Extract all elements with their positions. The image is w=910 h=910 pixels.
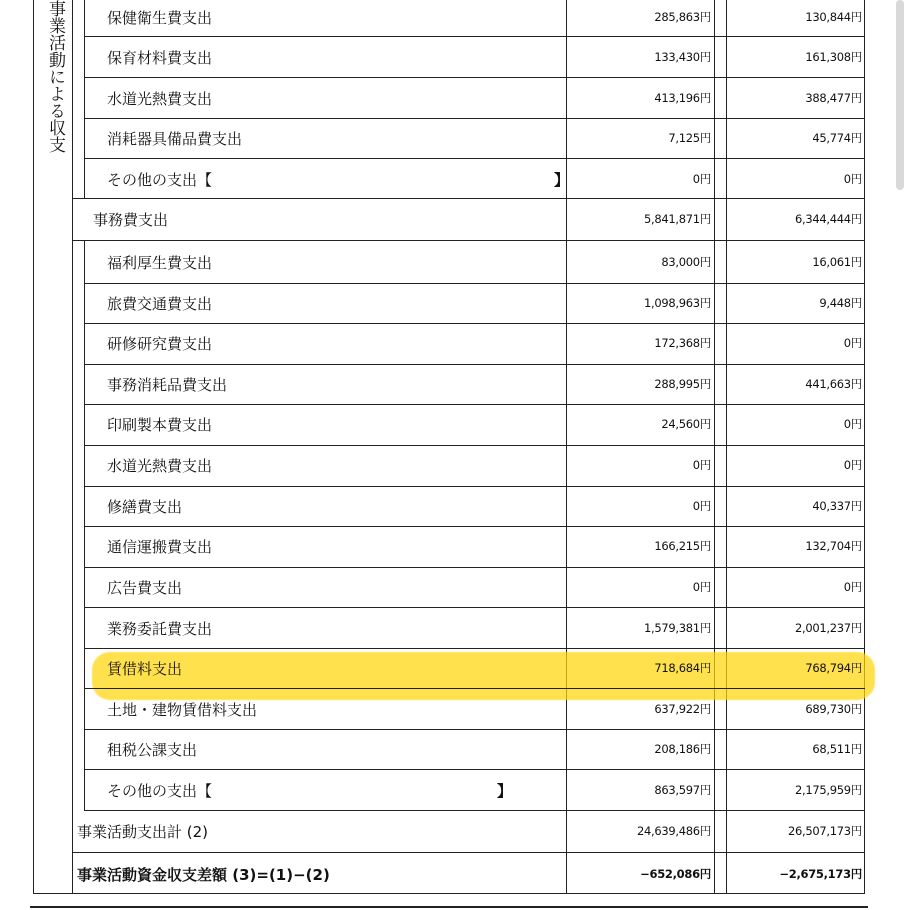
side-label-divider — [72, 0, 73, 893]
value-current: 863,597円 — [654, 783, 711, 797]
value-previous: 689,730円 — [805, 702, 862, 716]
value-previous: 0円 — [843, 580, 862, 594]
row-label: 広告費支出 — [107, 579, 183, 597]
row-divider — [72, 240, 865, 241]
indent-line-bottom — [84, 240, 85, 810]
row-divider — [84, 729, 865, 730]
row-label: その他の支出【 — [107, 171, 213, 189]
row-label: 事務費支出 — [93, 211, 169, 229]
value-previous: 26,507,173円 — [787, 824, 862, 838]
row-close-bracket: 】 — [497, 782, 513, 800]
table-bottom-border — [33, 893, 865, 894]
row-label: その他の支出【 — [107, 782, 213, 800]
row-divider — [72, 198, 865, 199]
column-divider-3 — [726, 0, 727, 893]
indent-line-top — [84, 0, 85, 198]
row-label: 事務消耗品費支出 — [107, 376, 228, 394]
value-previous: 9,448円 — [819, 296, 862, 310]
row-label: 印刷製本費支出 — [107, 416, 213, 434]
column-divider-2 — [714, 0, 715, 893]
row-label: 保育材料費支出 — [107, 49, 213, 67]
value-current: 637,922円 — [654, 702, 711, 716]
value-previous: 45,774円 — [812, 131, 862, 145]
value-current: 24,639,486円 — [636, 824, 711, 838]
value-current: 413,196円 — [654, 91, 711, 105]
row-divider — [84, 364, 865, 365]
row-label: 福利厚生費支出 — [107, 254, 213, 272]
value-current: 0円 — [692, 458, 711, 472]
scrollbar[interactable] — [896, 0, 904, 190]
value-previous: 130,844円 — [805, 10, 862, 24]
value-current: 172,368円 — [654, 336, 711, 350]
row-divider — [84, 648, 865, 649]
row-divider — [84, 810, 865, 811]
row-label: 租税公課支出 — [107, 741, 198, 759]
value-current: 718,684円 — [654, 661, 711, 675]
row-label: 保健衛生費支出 — [107, 9, 213, 27]
value-current: 288,995円 — [654, 377, 711, 391]
row-label: 業務委託費支出 — [107, 620, 213, 638]
row-label: 事業活動資金収支差額 (3)=(1)−(2) — [77, 866, 330, 884]
right-border — [864, 0, 865, 893]
column-divider-1 — [566, 0, 567, 893]
section-side-label: 事業活動による収支 — [45, 0, 65, 153]
row-divider — [84, 323, 865, 324]
value-previous: 2,001,237円 — [794, 621, 862, 635]
row-divider — [84, 283, 865, 284]
value-current: 133,430円 — [654, 50, 711, 64]
row-label: 通信運搬費支出 — [107, 538, 213, 556]
row-label: 事業活動支出計 (2) — [77, 823, 209, 841]
value-current: 166,215円 — [654, 539, 711, 553]
value-previous: 0円 — [843, 458, 862, 472]
value-current: 0円 — [692, 580, 711, 594]
row-label: 消耗器具備品費支出 — [107, 130, 243, 148]
row-divider — [84, 158, 865, 159]
row-label: 水道光熱費支出 — [107, 90, 213, 108]
row-divider — [84, 77, 865, 78]
value-current: 5,841,871円 — [643, 212, 711, 226]
row-divider — [84, 36, 865, 37]
value-current: 0円 — [692, 499, 711, 513]
value-current: 1,579,381円 — [643, 621, 711, 635]
value-previous: 40,337円 — [812, 499, 862, 513]
row-divider — [84, 118, 865, 119]
value-previous: 68,511円 — [812, 742, 862, 756]
value-current: 0円 — [692, 172, 711, 186]
value-current: 1,098,963円 — [643, 296, 711, 310]
value-previous: 16,061円 — [812, 255, 862, 269]
row-label: 賃借料支出 — [107, 660, 183, 678]
row-divider — [84, 769, 865, 770]
value-current: 7,125円 — [668, 131, 711, 145]
value-current: 83,000円 — [661, 255, 711, 269]
row-divider — [84, 567, 865, 568]
row-divider — [84, 688, 865, 689]
value-previous: 132,704円 — [805, 539, 862, 553]
value-current: 24,560円 — [661, 417, 711, 431]
row-divider — [84, 404, 865, 405]
value-previous: 0円 — [843, 172, 862, 186]
value-previous: 0円 — [843, 336, 862, 350]
value-current: −652,086円 — [640, 867, 711, 881]
row-close-bracket: 】 — [554, 171, 570, 189]
row-label: 修繕費支出 — [107, 498, 183, 516]
value-current: 208,186円 — [654, 742, 711, 756]
value-previous: 441,663円 — [805, 377, 862, 391]
value-previous: 768,794円 — [805, 661, 862, 675]
value-previous: 388,477円 — [805, 91, 862, 105]
row-label: 研修研究費支出 — [107, 335, 213, 353]
row-divider — [84, 486, 865, 487]
row-label: 旅費交通費支出 — [107, 295, 213, 313]
left-border — [33, 0, 34, 893]
row-label: 水道光熱費支出 — [107, 457, 213, 475]
row-divider — [84, 526, 865, 527]
page-bottom-border — [30, 906, 868, 908]
value-previous: 6,344,444円 — [794, 212, 862, 226]
row-divider — [72, 852, 865, 853]
row-divider — [84, 445, 865, 446]
value-previous: 0円 — [843, 417, 862, 431]
highlight-marker — [92, 652, 875, 700]
row-divider — [84, 607, 865, 608]
row-label: 土地・建物賃借料支出 — [107, 701, 258, 719]
value-current: 285,863円 — [654, 10, 711, 24]
value-previous: −2,675,173円 — [779, 867, 862, 881]
value-previous: 161,308円 — [805, 50, 862, 64]
value-previous: 2,175,959円 — [794, 783, 862, 797]
